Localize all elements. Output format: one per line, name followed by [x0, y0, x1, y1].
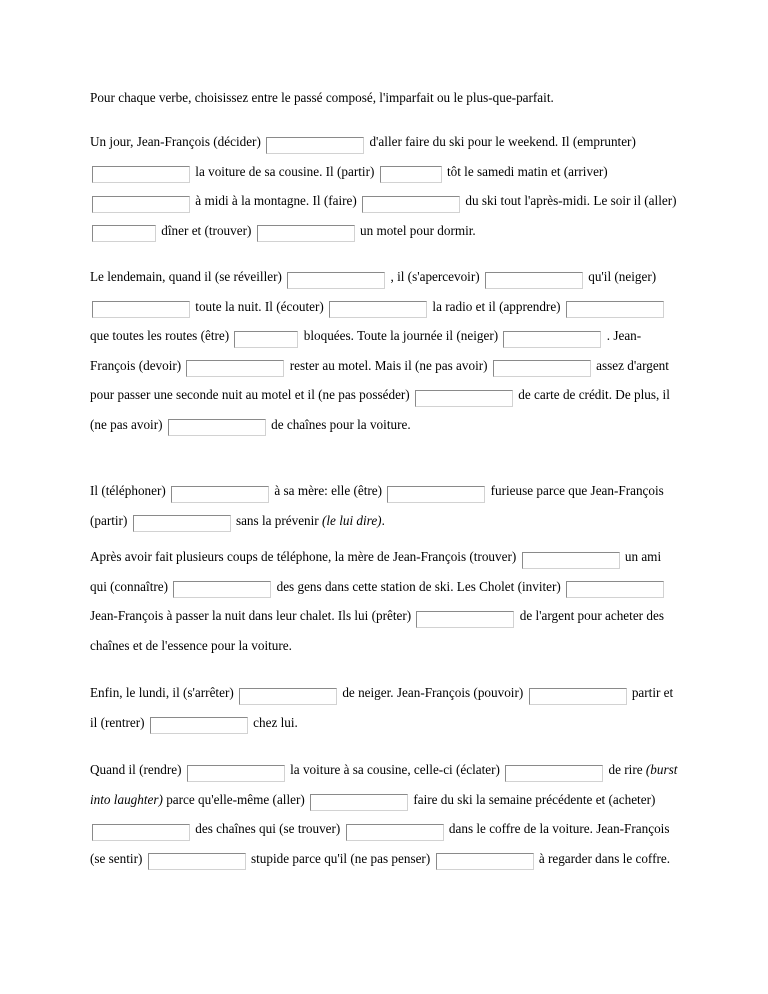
text-segment: un ami qui (connaître) — [90, 549, 662, 594]
answer-field[interactable] — [436, 853, 534, 870]
text-segment: toute la nuit. Il (écouter) — [195, 298, 324, 314]
text-segment: de chaînes pour la voiture. — [271, 416, 411, 432]
text-segment: dans le coffre de la voiture. Jean-François (se sentir) — [90, 821, 670, 866]
answer-field[interactable] — [310, 794, 408, 811]
answer-field[interactable] — [148, 853, 246, 870]
answer-field[interactable] — [485, 272, 583, 289]
answer-field[interactable] — [503, 331, 601, 348]
text-segment: tôt le samedi matin et (arriver) — [446, 163, 608, 179]
text-segment: stupide parce qu'il (ne pas penser) — [250, 850, 431, 866]
text-segment: Enfin, le lundi, il (s'arrêter) — [90, 685, 234, 700]
answer-field[interactable] — [505, 765, 603, 782]
answer-field[interactable] — [566, 581, 664, 598]
answer-field[interactable] — [173, 581, 271, 598]
text-italic: (burst into laughter) — [90, 762, 678, 807]
answer-field[interactable] — [234, 331, 298, 348]
text-segment: la voiture à sa cousine, celle-ci (éclater) — [290, 762, 500, 777]
paragraph-4 — [90, 542, 680, 660]
text-segment: sans la prévenir — [235, 512, 319, 528]
text-segment: rester au motel. Mais il (ne pas avoir) — [289, 357, 488, 373]
paragraph-3 — [90, 476, 680, 535]
answer-field[interactable] — [92, 196, 190, 213]
text-segment: de rire — [608, 762, 643, 777]
text-segment: parce qu'elle-même (aller) — [166, 791, 305, 807]
answer-field[interactable] — [257, 225, 355, 242]
text-segment: à regarder dans le coffre. — [538, 850, 670, 866]
answer-field[interactable] — [387, 486, 485, 503]
text-segment: du ski tout l'après-midi. Le soir il (aller) — [465, 193, 677, 208]
text-segment: chez lui. — [253, 714, 298, 730]
answer-field[interactable] — [522, 552, 620, 569]
paragraph-6 — [90, 755, 680, 873]
answer-field[interactable] — [168, 419, 266, 436]
text-segment: . — [381, 512, 385, 528]
answer-field[interactable] — [529, 688, 627, 705]
answer-field[interactable] — [92, 301, 190, 318]
text-segment: des gens dans cette station de ski. Les Cholet (inviter) — [276, 578, 561, 594]
answer-field[interactable] — [133, 515, 231, 532]
answer-field[interactable] — [493, 360, 591, 377]
answer-field[interactable] — [239, 688, 337, 705]
text-segment: Il (téléphoner) — [90, 483, 166, 498]
text-segment: à sa mère: elle (être) — [274, 483, 383, 498]
text-segment: Après avoir fait plusieurs coups de téléphone, la mère de Jean-François (trouver) — [90, 549, 517, 564]
answer-field[interactable] — [171, 486, 269, 503]
text-segment: assez d'argent pour passer une seconde nuit au motel et il (ne pas posséder) — [90, 357, 669, 402]
text-segment: la voiture de sa cousine. Il (partir) — [195, 163, 375, 179]
text-segment: Quand il (rendre) — [90, 762, 182, 777]
text-segment: que toutes les routes (être) — [90, 328, 230, 343]
answer-field[interactable] — [416, 611, 514, 628]
text-segment: qu'il (neiger) — [588, 269, 657, 284]
answer-field[interactable] — [266, 137, 364, 154]
instructions: Pour chaque verbe, choisissez entre le passé composé, l'imparfait ou le plus-que-parfait. — [90, 90, 554, 105]
text-segment: des chaînes qui (se trouver) — [195, 821, 341, 836]
answer-field[interactable] — [187, 765, 285, 782]
text-segment: d'aller faire du ski pour le weekend. Il (emprunter) — [369, 134, 636, 149]
text-segment: Jean-François à passer la nuit dans leur chalet. Ils lui (prêter) — [90, 608, 412, 623]
text-segment: de neiger. Jean-François (pouvoir) — [342, 685, 524, 700]
text-italic: (le lui dire) — [322, 512, 382, 528]
text-segment: partir et il (rentrer) — [90, 685, 674, 730]
answer-field[interactable] — [92, 166, 190, 183]
text-segment: Un jour, Jean-François (décider) — [90, 134, 261, 149]
answer-field[interactable] — [415, 390, 513, 407]
text-segment: dîner et (trouver) — [161, 222, 252, 238]
text-segment: bloquées. Toute la journée il (neiger) — [303, 328, 499, 343]
answer-field[interactable] — [287, 272, 385, 289]
answer-field[interactable] — [362, 196, 460, 213]
text-segment: , il (s'apercevoir) — [390, 269, 480, 284]
text-segment: la radio et il (apprendre) — [432, 298, 561, 314]
answer-field[interactable] — [380, 166, 442, 183]
text-segment: furieuse parce que Jean-François (partir) — [90, 483, 664, 528]
text-segment: Le lendemain, quand il (se réveiller) — [90, 269, 282, 284]
text-segment: à midi à la montagne. Il (faire) — [195, 193, 357, 208]
answer-field[interactable] — [92, 225, 156, 242]
answer-field[interactable] — [329, 301, 427, 318]
text-segment: faire du ski la semaine précédente et (acheter) — [413, 791, 656, 807]
answer-field[interactable] — [186, 360, 284, 377]
answer-field[interactable] — [150, 717, 248, 734]
paragraph-5 — [90, 678, 680, 737]
text-segment: un motel pour dormir. — [359, 222, 476, 238]
paragraph-2 — [90, 262, 680, 439]
text-segment: . Jean-François (devoir) — [90, 328, 642, 373]
text-segment: de l'argent pour acheter des chaînes et de l'essence pour la voiture. — [90, 608, 664, 653]
text-segment: de carte de crédit. De plus, il (ne pas avoir) — [90, 387, 670, 432]
answer-field[interactable] — [346, 824, 444, 841]
paragraph-1 — [90, 127, 680, 245]
answer-field[interactable] — [566, 301, 664, 318]
answer-field[interactable] — [92, 824, 190, 841]
